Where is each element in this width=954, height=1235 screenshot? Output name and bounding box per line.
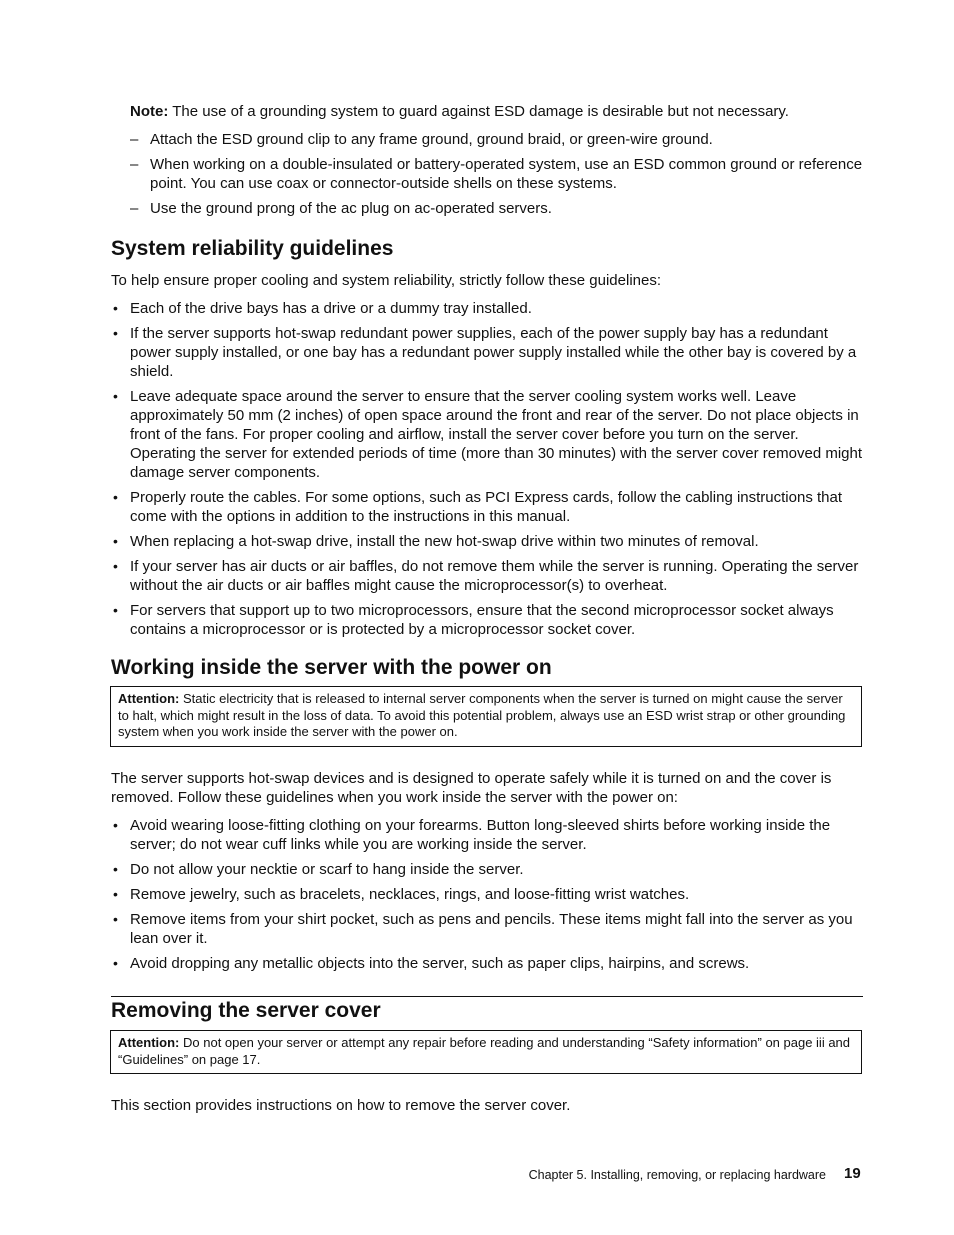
dash-mark: –: [130, 156, 139, 173]
list-item-text: Leave adequate space around the server to ensure that the server cooling system works well. Leave approximately 50 mm (2 inches) of open space around the front and rear of the server. Do not place objects in front of the fans. For proper cooling and airflow, install the server cover before you turn on the server. Operating the server for extended periods of time (more than 30 minutes) with the server cover removed might damage server components.: [130, 388, 863, 481]
section1-intro: To help ensure proper cooling and system reliability, strictly follow these guidelines:: [111, 272, 661, 289]
list-item: [111, 954, 863, 973]
list-item-text: When replacing a hot-swap drive, install the new hot-swap drive within two minutes of removal.: [130, 533, 759, 550]
list-item: [111, 488, 863, 526]
dash-item-text: When working on a double-insulated or battery-operated system, use an ESD common ground or reference point. You can use coax or connector-outside shells on these systems.: [150, 156, 863, 192]
list-item: [111, 532, 863, 551]
dash-mark: –: [130, 131, 139, 148]
list-item: [111, 601, 863, 639]
power-on-bullet-list: [111, 816, 863, 973]
list-item: [111, 299, 863, 318]
dash-item: [130, 130, 865, 149]
page-number: 19: [844, 1165, 861, 1182]
section-heading-removing-cover: Removing the server cover: [111, 999, 381, 1022]
list-item-text: Remove jewelry, such as bracelets, necklaces, rings, and loose-fitting wrist watches.: [130, 886, 690, 903]
attention-box: [110, 686, 862, 747]
dash-item: [130, 199, 865, 218]
bullet-mark: •: [113, 325, 118, 341]
esd-dash-list: [130, 130, 865, 218]
list-item-text: If your server has air ducts or air baffles, do not remove them while the server is running. Operating the server without the air ducts or air baffles might cause the microprocessor(s) to overheat.: [130, 558, 859, 594]
list-item: [111, 816, 863, 854]
bullet-mark: •: [113, 388, 118, 404]
list-item-text: Do not allow your necktie or scarf to hang inside the server.: [130, 861, 524, 878]
note-text: The use of a grounding system to guard against ESD damage is desirable but not necessary.: [172, 103, 789, 120]
bullet-mark: •: [113, 955, 118, 971]
bullet-mark: •: [113, 602, 118, 618]
bullet-mark: •: [113, 489, 118, 505]
bullet-mark: •: [113, 300, 118, 316]
list-item: [111, 557, 863, 595]
section-heading-system-reliability: System reliability guidelines: [111, 237, 394, 260]
attention-label: Attention:: [118, 1035, 180, 1050]
list-item-text: For servers that support up to two microprocessors, ensure that the second microprocessor socket always contains a microprocessor or is protected by a microprocessor socket cover.: [130, 602, 834, 638]
list-item-text: Avoid wearing loose-fitting clothing on your forearms. Button long-sleeved shirts before working inside the server; do not wear cuff links while you are working inside the server.: [130, 817, 831, 853]
dash-item-text: Use the ground prong of the ac plug on ac-operated servers.: [150, 200, 552, 217]
list-item-text: Remove items from your shirt pocket, such as pens and pencils. These items might fall into the server as you lean over it.: [130, 911, 853, 947]
section3-intro: This section provides instructions on how to remove the server cover.: [111, 1097, 571, 1114]
list-item-text: If the server supports hot-swap redundant power supplies, each of the power supply bay has a redundant power supply installed, or one bay has a redundant power supply installed while the other bay is covered by a shield.: [130, 325, 857, 380]
attention-label: Attention:: [118, 691, 180, 706]
attention-box: [110, 1030, 862, 1074]
bullet-mark: •: [113, 911, 118, 927]
attention-text: Do not open your server or attempt any repair before reading and understanding “Safety information” on page iii and “Guidelines” on page 17.: [118, 1035, 851, 1067]
dash-item-text: Attach the ESD ground clip to any frame ground, ground braid, or green-wire ground.: [150, 131, 713, 148]
dash-mark: –: [130, 200, 139, 217]
footer-chapter: Chapter 5. Installing, removing, or replacing hardware: [528, 1168, 826, 1182]
note-label: Note:: [130, 103, 169, 120]
section2-intro: The server supports hot-swap devices and is designed to operate safely while it is turned on and the cover is removed. Follow these guidelines when you work inside the server with the power on:: [111, 770, 832, 806]
list-item: [111, 324, 863, 381]
bullet-mark: •: [113, 861, 118, 877]
list-item-text: Each of the drive bays has a drive or a dummy tray installed.: [130, 300, 532, 317]
reliability-bullet-list: [111, 299, 863, 639]
dash-item: [130, 155, 865, 193]
bullet-mark: •: [113, 886, 118, 902]
note-paragraph: [130, 102, 870, 121]
attention-text: Static electricity that is released to internal server components when the server is turned on might cause the server to halt, which might result in the loss of data. To avoid this potential problem, always use an ESD wrist strap or other grounding system when you work inside the server with the power on.: [118, 691, 846, 739]
list-item: [111, 885, 863, 904]
list-item-text: Properly route the cables. For some options, such as PCI Express cards, follow the cabling instructions that come with the options in addition to the instructions in this manual.: [130, 489, 843, 525]
section-heading-working-power-on: Working inside the server with the power on: [111, 656, 552, 679]
section-divider: [111, 996, 863, 997]
bullet-mark: •: [113, 558, 118, 574]
bullet-mark: •: [113, 817, 118, 833]
bullet-mark: •: [113, 533, 118, 549]
list-item-text: Avoid dropping any metallic objects into the server, such as paper clips, hairpins, and screws.: [130, 955, 750, 972]
list-item: [111, 387, 863, 482]
list-item: [111, 910, 863, 948]
list-item: [111, 860, 863, 879]
